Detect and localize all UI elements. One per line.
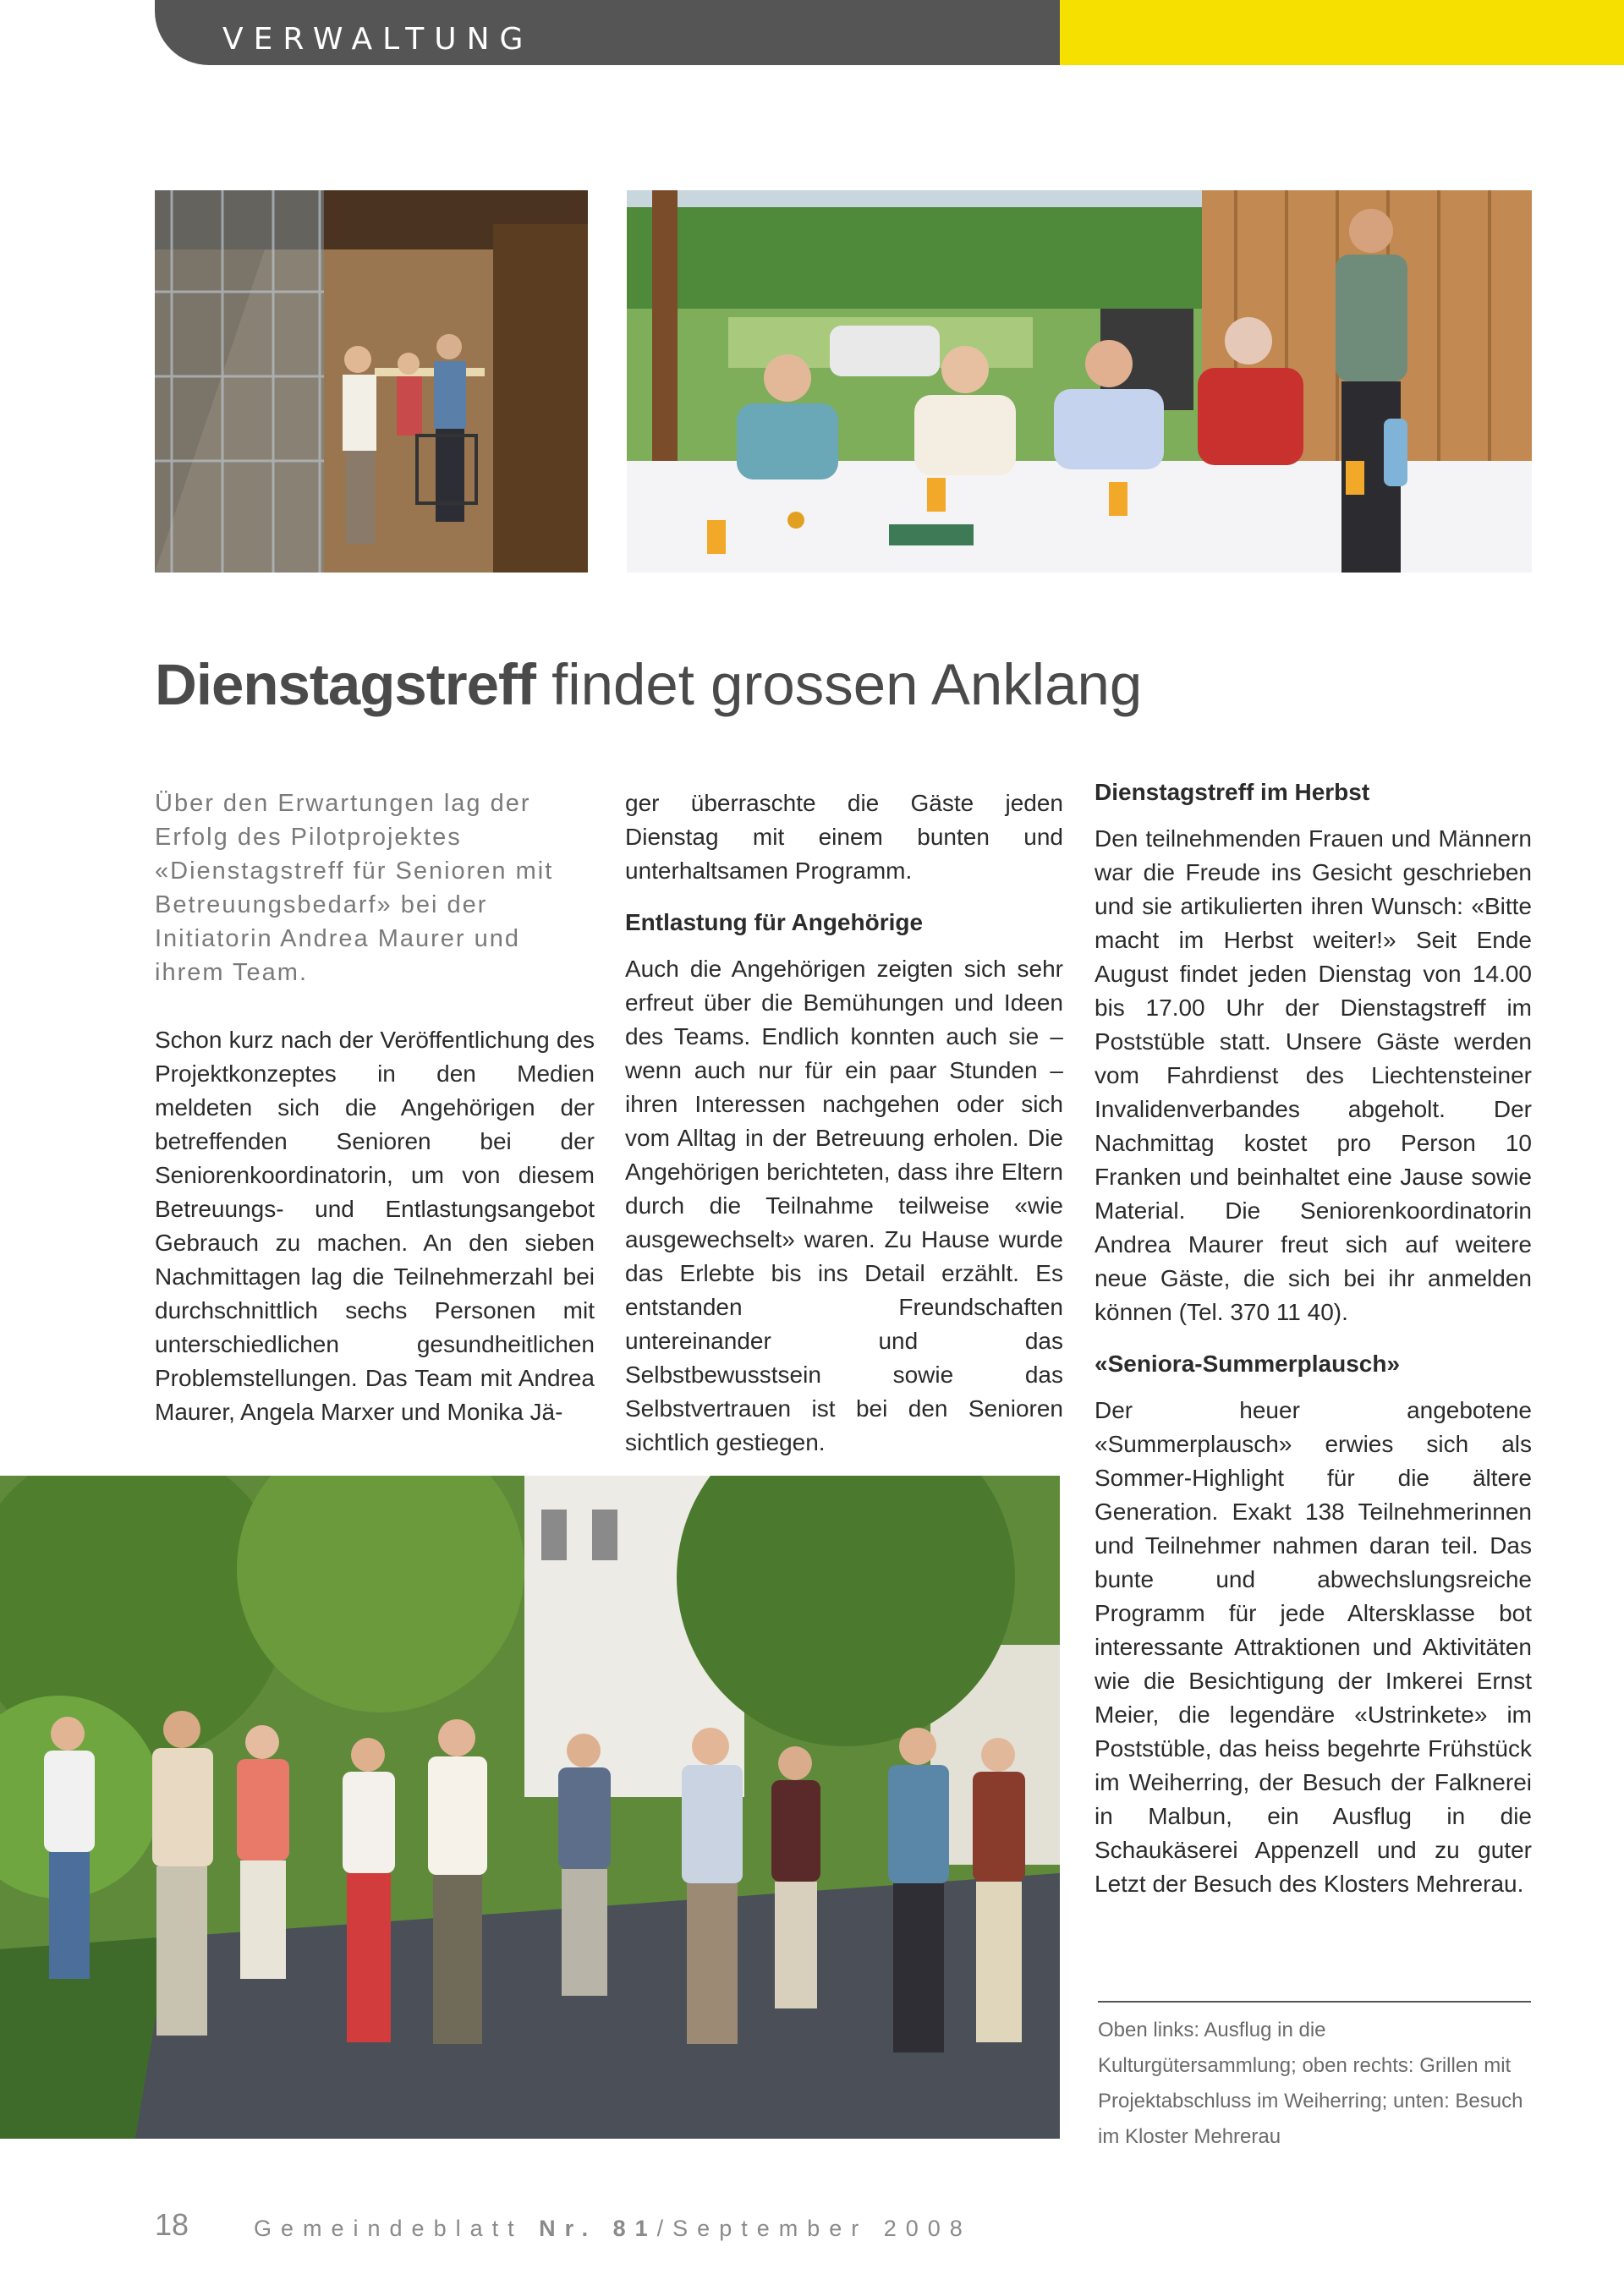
section-title: VERWALTUNG bbox=[222, 22, 534, 57]
subhead-herbst: Dienstagstreff im Herbst bbox=[1095, 779, 1370, 805]
subhead-entlastung: Entlastung für Angehörige bbox=[625, 909, 924, 935]
photo-barbecue-table-icon bbox=[627, 190, 1532, 573]
article-intro: Über den Erwartungen lag der Erfolg des Pilotprojektes «Dienstagstreff für Senioren mit Betreuungsbedarf» bei der Initiatorin Andrea Maurer und ihrem Team. bbox=[155, 790, 554, 986]
column-1-paragraph: Schon kurz nach der Veröffentlichung des Projektkonzeptes in den Medien meldeten sich die Angehörigen der betreffenden Senioren bei der Seniorenkoordinatorin, um von diesem Betreuungs- und Entlastungsangebot Gebrauch zu machen. An den sieben Nachmittagen lag die Teilnehmerzahl bei durchschnittlich sechs Personen mit unterschiedlichen gesundheitlichen Problemstellungen. Das Team mit Andrea Maurer, Angela Marxer und Monika Jä- bbox=[155, 1027, 595, 1425]
article-column-2 bbox=[625, 786, 1063, 1460]
photo-archive-visit-icon bbox=[155, 190, 588, 573]
photo-group-walk-icon bbox=[0, 1476, 1060, 2139]
issue-number: Nr. 81 bbox=[539, 2216, 657, 2241]
issue-date: /September 2008 bbox=[656, 2216, 972, 2241]
article-headline bbox=[155, 651, 1525, 718]
subhead-summerplausch: «Seniora-Summerplausch» bbox=[1095, 1351, 1401, 1377]
column-2-paragraph: Auch die Angehörigen zeigten sich sehr erfreut über die Bemühungen und Ideen des Teams. Endlich konnten auch sie – wenn auch nur für ein paar Stunden – ihren Interessen nachgehen oder sich vom Alltag in der Betreuung erholen. Die Angehörigen berichteten, dass ihre Eltern durch die Teilnahme teilweise «wie ausgewechselt» waren. Zu Hause wurde das Erlebte bis ins Detail erzählt. Es entstanden Freundschaften untereinander und das Selbstbewusstsein sowie das Selbstvertrauen ist bei den Senioren sichtlich gestiegen. bbox=[625, 956, 1063, 1455]
page-number: 18 bbox=[155, 2207, 189, 2242]
headline-regular: findet grossen Anklang bbox=[535, 652, 1143, 717]
column-3-paragraph-2: Der heuer angebotene «Summerplausch» erwies sich als Sommer-Highlight für die ältere Generation. Exakt 138 Teilnehmerinnen und Teilnehmer nahmen daran teil. Das bunte und abwechslungsreiche Programm für jede Altersklasse bot interessante Attraktionen und Aktivitäten wie die Besichtigung der Imkerei Ernst Meier, die legendäre «Ustrinkete» im Poststüble, das heiss begehrte Frühstück im Weiherring, der Besuch der Falknerei in Malbun, ein Ausflug in die Schaukäserei Appenzell und zu guter Letzt der Besuch des Klosters Mehrerau. bbox=[1095, 1397, 1532, 1897]
publication-name: Gemeindeblatt bbox=[254, 2216, 540, 2241]
article-column-1 bbox=[155, 786, 595, 1429]
publication-footer bbox=[254, 2216, 972, 2242]
headline-bold: Dienstagstreff bbox=[155, 652, 535, 717]
section-header-band bbox=[155, 0, 1060, 65]
column-2-continuation: ger überraschte die Gäste jeden Dienstag mit einem bunten und unterhaltsamen Programm. bbox=[625, 790, 1063, 884]
caption-rule bbox=[1098, 2001, 1531, 2003]
column-3-paragraph-1: Den teilnehmenden Frauen und Männern war die Freude ins Gesicht geschrieben und sie artikulierten ihren Wunsch: «Bitte macht im Herbst weiter!» Seit Ende August findet jeden Dienstag von 14.00 bis 17.00 Uhr der Dienstagstreff im Poststüble statt. Unsere Gäste werden vom Fahrdienst des Liechtensteiner Invalidenverbandes abgeholt. Der Nachmittag kostet pro Person 10 Franken und beinhaltet eine Jause sowie Material. Die Seniorenkoordinatorin Andrea Maurer freut sich auf weitere neue Gäste, die sich bei ihr anmelden können (Tel. 370 11 40). bbox=[1095, 825, 1532, 1325]
header-accent-bar bbox=[1060, 0, 1624, 65]
article-column-3 bbox=[1095, 779, 1532, 1901]
photo-caption: Oben links: Ausflug in die Kulturgütersammlung; oben rechts: Grillen mit Projektabschluss im Weiherring; unten: Besuch im Kloster Mehrerau bbox=[1098, 2019, 1523, 2148]
